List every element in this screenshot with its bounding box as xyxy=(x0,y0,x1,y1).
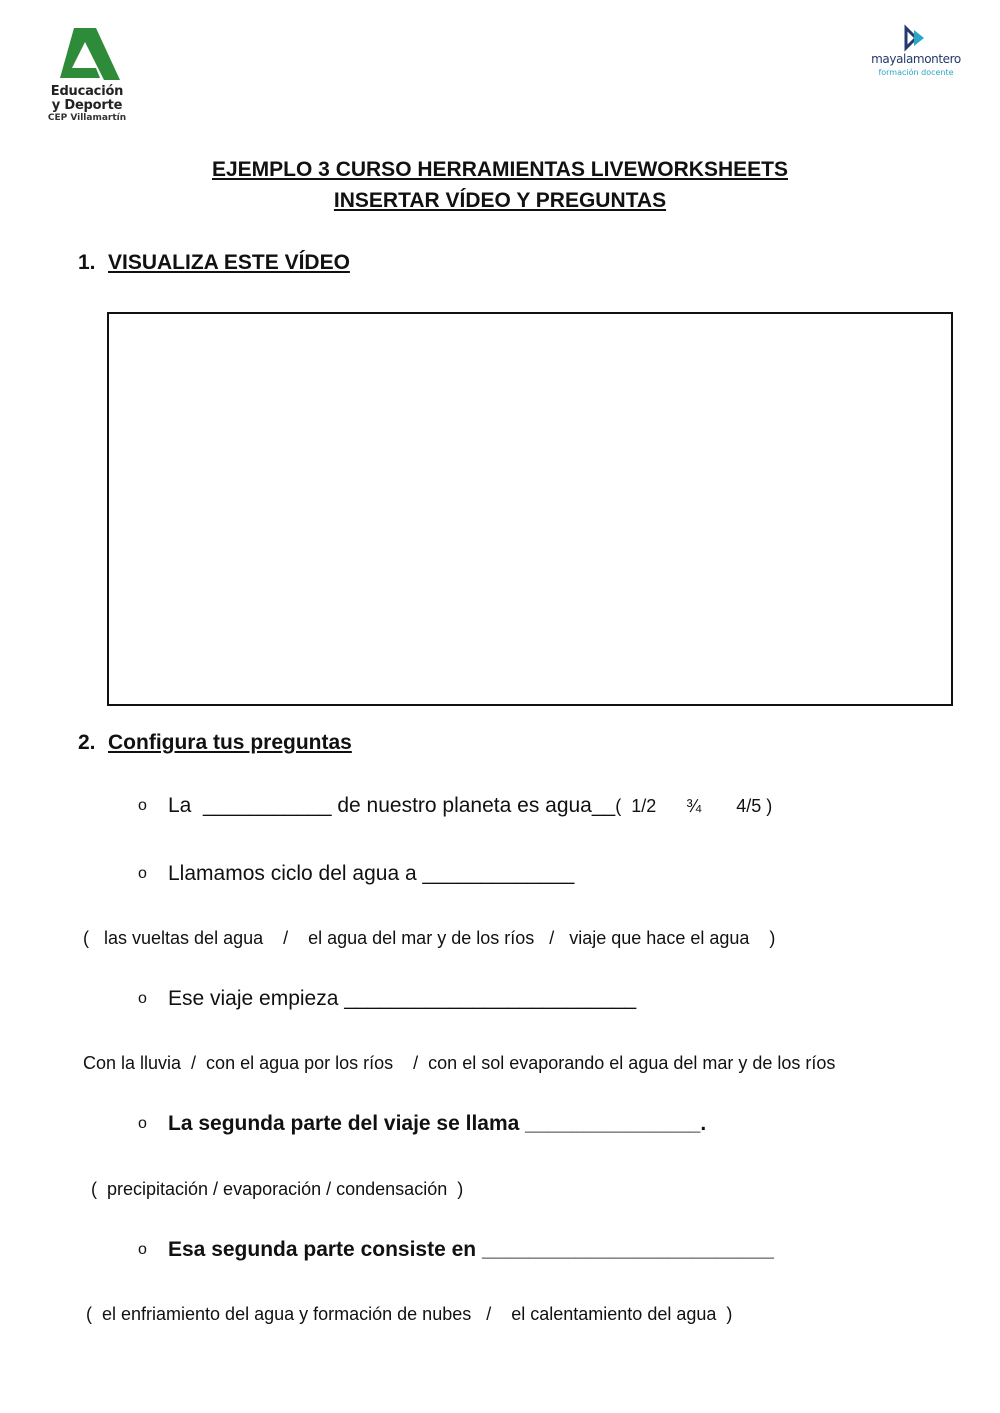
question-3 xyxy=(138,987,636,1011)
question-2 xyxy=(138,862,574,886)
page-title-line-2: INSERTAR VÍDEO Y PREGUNTAS xyxy=(333,189,667,212)
section-1-heading xyxy=(78,251,350,275)
mayalamontero-logo xyxy=(860,24,972,84)
section-1-number: 1. xyxy=(78,251,96,274)
question-2-options: ( las vueltas del agua / el agua del mar y de los ríos / viaje que hace el agua ) xyxy=(83,928,776,948)
question-1-text: La ___________ de nuestro planeta es agua__ xyxy=(168,794,616,817)
section-2-label: Configura tus preguntas xyxy=(108,731,352,754)
logo-name: mayalamontero xyxy=(871,52,961,66)
video-frame[interactable] xyxy=(107,312,953,706)
section-2-heading xyxy=(78,731,352,755)
question-4-options: ( precipitación / evaporación / condensación ) xyxy=(91,1179,464,1199)
logo-line-1: Educación xyxy=(50,84,124,99)
bullet-icon: o xyxy=(138,1115,147,1132)
question-5-text: Esa segunda parte consiste en _________________________ xyxy=(168,1238,774,1261)
bullet-icon: o xyxy=(138,865,147,882)
logo-tagline: formación docente xyxy=(878,68,954,77)
educacion-deporte-logo xyxy=(28,22,146,142)
logo-line-3: CEP Villamartín xyxy=(47,113,127,123)
logo-line-2: y Deporte xyxy=(51,98,123,113)
bullet-icon: o xyxy=(138,1241,147,1258)
question-5 xyxy=(138,1238,774,1262)
bullet-icon: o xyxy=(138,797,147,814)
junta-andalucia-logo-icon xyxy=(56,28,120,80)
section-1-label: VISUALIZA ESTE VÍDEO xyxy=(108,251,350,274)
question-3-options: Con la lluvia / con el agua por los ríos / con el sol evaporando el agua del mar y de los ríos xyxy=(83,1053,836,1073)
question-4-text: La segunda parte del viaje se llama _______________. xyxy=(168,1112,707,1135)
question-5-options: ( el enfriamiento del agua y formación de nubes / el calentamiento del agua ) xyxy=(86,1304,733,1324)
question-1 xyxy=(138,794,772,818)
question-4 xyxy=(138,1112,706,1136)
bullet-icon: o xyxy=(138,990,147,1007)
section-2-number: 2. xyxy=(78,731,96,754)
page-title-line-1: EJEMPLO 3 CURSO HERRAMIENTAS LIVEWORKSHEETS xyxy=(211,158,788,181)
question-3-text: Ese viaje empieza _________________________ xyxy=(168,987,637,1010)
question-2-text: Llamamos ciclo del agua a _____________ xyxy=(168,862,575,885)
question-1-options: ( 1/2 ¾ 4/5 ) xyxy=(615,796,773,816)
play-arrows-logo-icon xyxy=(902,24,930,52)
